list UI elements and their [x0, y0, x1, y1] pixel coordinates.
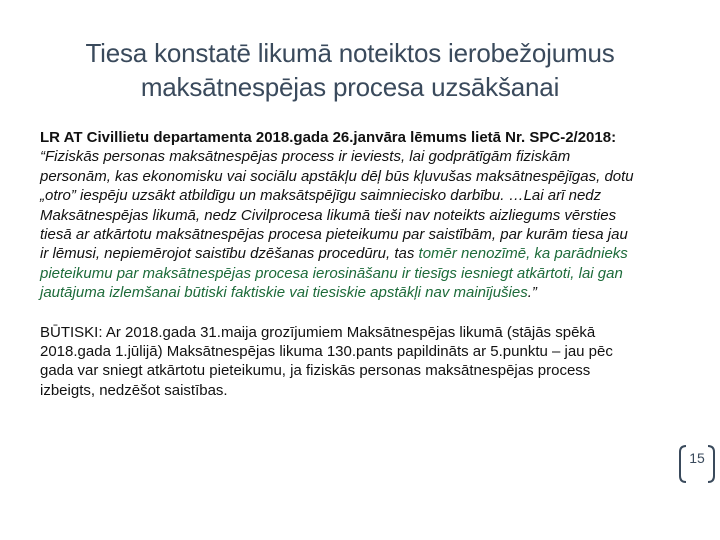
slide-body: [40, 128, 640, 400]
decision-quote-highlight: tomēr nenozīmē, ka parādnieks pieteikumu par maksātnespējas procesa ierosināšanu ir tiesīgs iesniegt atkārtoti, lai gan jautājuma izlemšanai būtiski faktiskie vai tiesiskie apstākļi nav mainījušies: [40, 245, 628, 302]
important-note-paragraph: BŪTISKI: Ar 2018.gada 31.maija grozījumiem Maksātnespējas likumā (stājās spēkā 2018.gada 1.jūlijā) Maksātnespējas likuma 130.pants papildināts ar 5.punktu – jau pēc gada var sniegt atkārtotu pieteikumu, ja fiziskās personas maksātnespējas process izbeigts, nedzēšot saistības.: [40, 323, 613, 399]
decision-quote-end: .”: [527, 284, 537, 302]
court-decision-paragraph: [40, 128, 640, 303]
decision-reference: LR AT Civillietu departamenta 2018.gada 26.janvāra lēmums lietā Nr. SPC-2/2018:: [40, 129, 617, 146]
page-number: 15: [689, 450, 705, 466]
slide-title-line-1: Tiesa konstatē likumā noteiktos ierobežojumus: [85, 38, 615, 68]
slide-title-line-2: maksātnespējas procesa uzsākšanai: [140, 72, 560, 102]
slide-title: [30, 36, 670, 104]
decision-quote: “Fiziskās personas maksātnespējas process ir ieviests, lai godprātīgām fiziskām personām, kas ekonomisku vai sociālu apstākļu dēļ būs kļuvušas maksātnespējīgas, dotu „otro” iespēju uzsākt atbildīgu un maksātspējīgu saimniecisko darbību. …Lai arī nedz Maksātnespējas likumā, nedz Civilprocesa likumā tieši nav noteikts aizliegums vērsties tiesā ar atkārtotu maksātnespējas procesa pieteikumu par saistībām, par kurām tiesa jau ir lēmusi, nepiemērojot saistību dzēšanas procedūru, tas: [40, 148, 634, 263]
